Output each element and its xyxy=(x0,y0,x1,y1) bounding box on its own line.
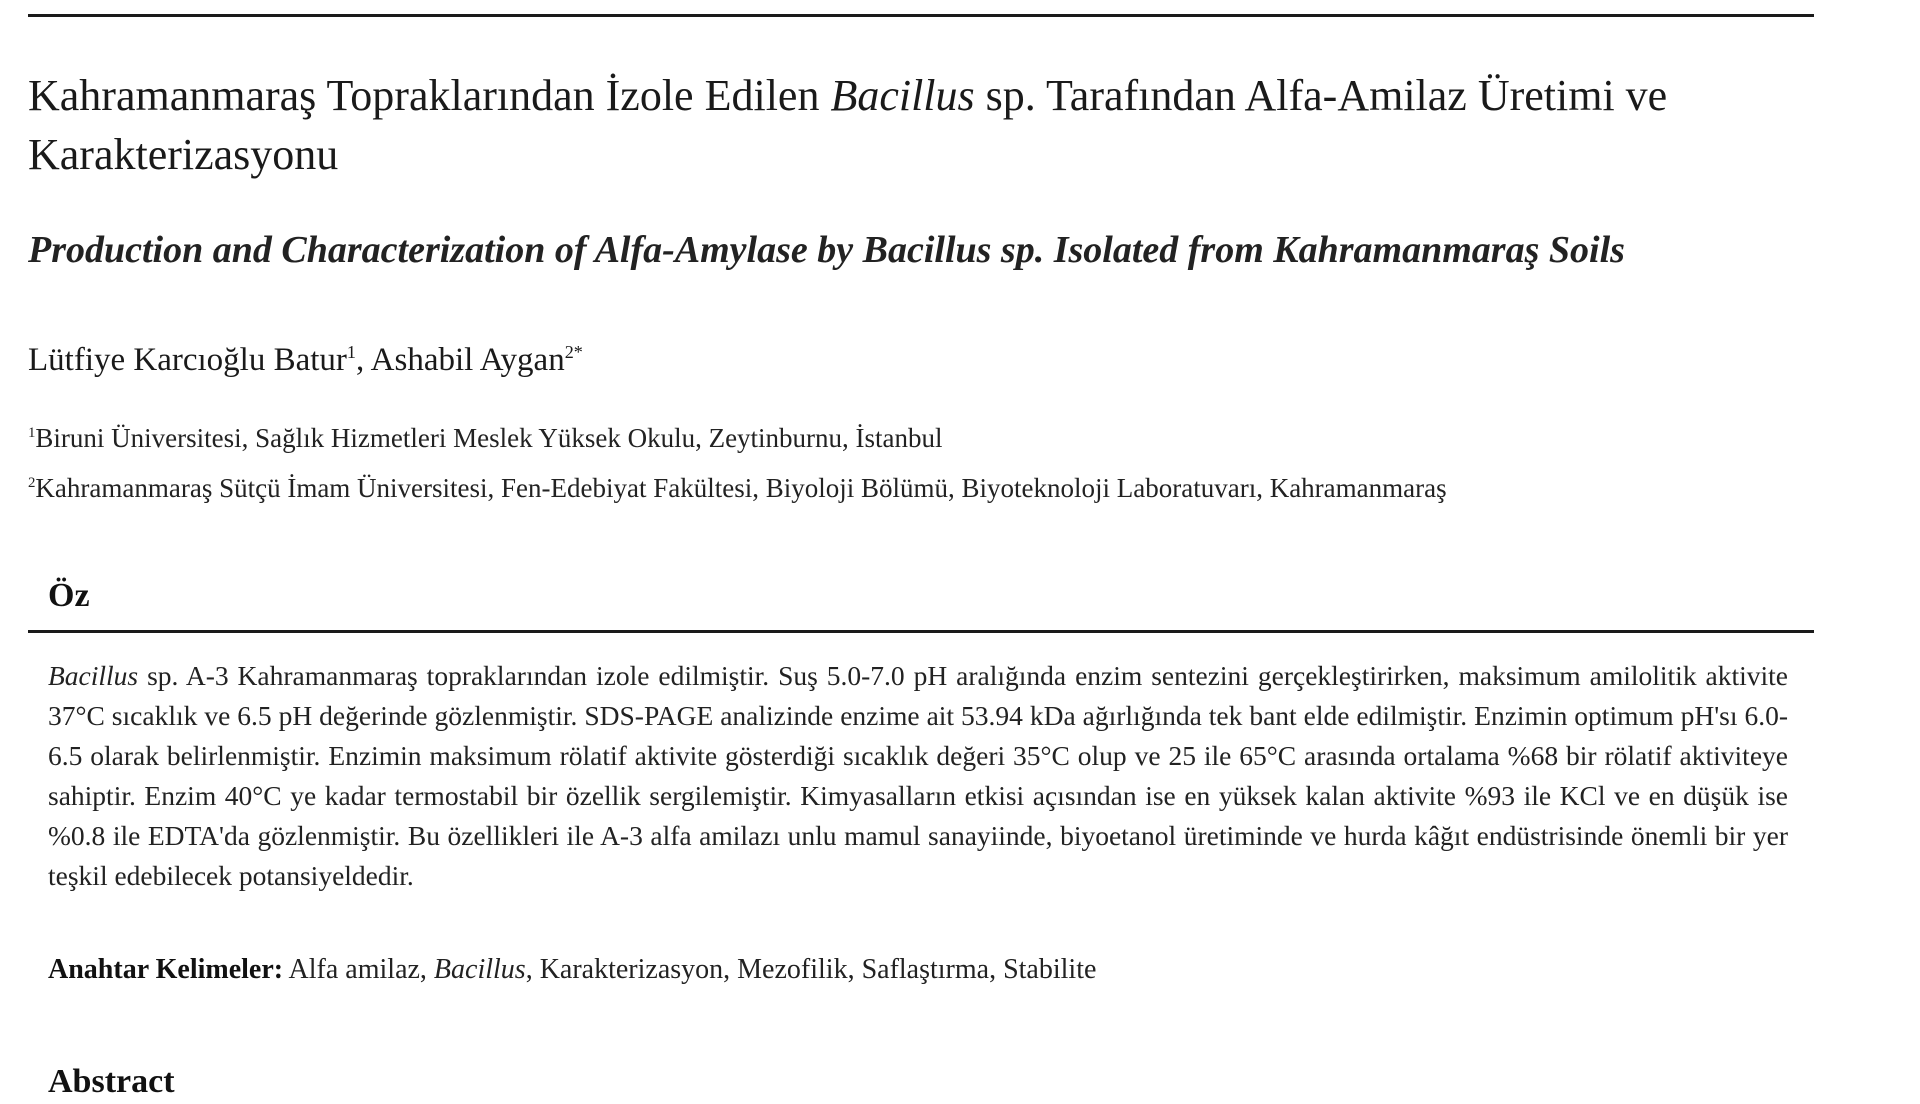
section-rule xyxy=(28,630,1814,633)
author-name: Ashabil Aygan xyxy=(370,342,565,378)
oz-heading: Öz xyxy=(48,577,90,614)
affiliation-number: 2 xyxy=(28,475,36,491)
affiliation-text: Biruni Üniversitesi, Sağlık Hizmetleri Meslek Yüksek Okulu, Zeytinburnu, İstanbul xyxy=(35,423,943,453)
keywords-label: Anahtar Kelimeler: xyxy=(48,954,284,985)
keywords-text: , Karakterizasyon, Mezofilik, Saflaştırma, Stabilite xyxy=(525,954,1097,985)
abstract-genus: Bacillus xyxy=(48,660,139,691)
turkish-title-genus: Bacillus xyxy=(830,71,975,120)
abstract-body: sp. A-3 Kahramanmaraş topraklarından izole edilmiştir. Suş 5.0-7.0 pH aralığında enzim sentezini gerçekleştirirken, maksimum amilolitik aktivite 37°C sıcaklık ve 6.5 pH değerinde gözlenmiştir. SDS-PAGE analizinde enzime ait 53.94 kDa ağırlığında tek bant elde edilmiştir. Enzimin optimum pH'sı 6.0-6.5 olarak belirlenmiştir. Enzimin maksimum rölatif aktivite gösterdiği sıcaklık değeri 35°C olup ve 25 ile 65°C arasında ortalama %68 bir rölatif aktiviteye sahiptir. Enzim 40°C ye kadar termostabil bir özellik sergilemiştir. Kimyasalların etkisi açısından ise en yüksek kalan aktivite %93 ile KCl ve en düşük ise %0.8 ile EDTA'da gözlenmiştir. Bu özellikleri ile A-3 alfa amilazı unlu mamul sanayiinde, biyoetanol üretiminde ve hurda kâğıt endüstrisinde önemli bir yer teşkil edebilecek potansiyeldedir. xyxy=(48,660,1788,891)
keywords-text: Alfa amilaz, xyxy=(283,954,434,985)
affiliation-number: 1 xyxy=(28,425,36,441)
top-rule xyxy=(28,14,1814,17)
author-name: Lütfiye Karcıoğlu Batur xyxy=(28,342,347,378)
turkish-title-part1: Kahramanmaraş Topraklarından İzole Edilen xyxy=(28,71,831,120)
turkish-title-part2: sp. Tarafından Alfa-Amilaz Üretimi ve Karakterizasyonu xyxy=(28,71,1668,179)
affiliation-marker: 1 xyxy=(346,342,356,362)
turkish-title xyxy=(28,66,1808,184)
keywords-genus: Bacillus xyxy=(433,954,526,985)
keywords xyxy=(48,950,1788,990)
affiliation-text: Kahramanmaraş Sütçü İmam Üniversitesi, Fen-Edebiyat Fakültesi, Biyoloji Bölümü, Biyoteknoloji Laboratuvarı, Kahramanmaraş xyxy=(35,473,1447,503)
author-separator: , xyxy=(355,342,371,378)
english-title: Production and Characterization of Alfa-Amylase by Bacillus sp. Isolated from Kahramanmaraş Soils xyxy=(28,229,1625,271)
turkish-abstract xyxy=(48,656,1788,896)
affiliation-marker: 2* xyxy=(564,342,583,362)
affiliation-1 xyxy=(28,420,943,456)
affiliation-2 xyxy=(28,470,1447,506)
author-list xyxy=(28,338,583,382)
abstract-heading: Abstract xyxy=(48,1063,175,1100)
